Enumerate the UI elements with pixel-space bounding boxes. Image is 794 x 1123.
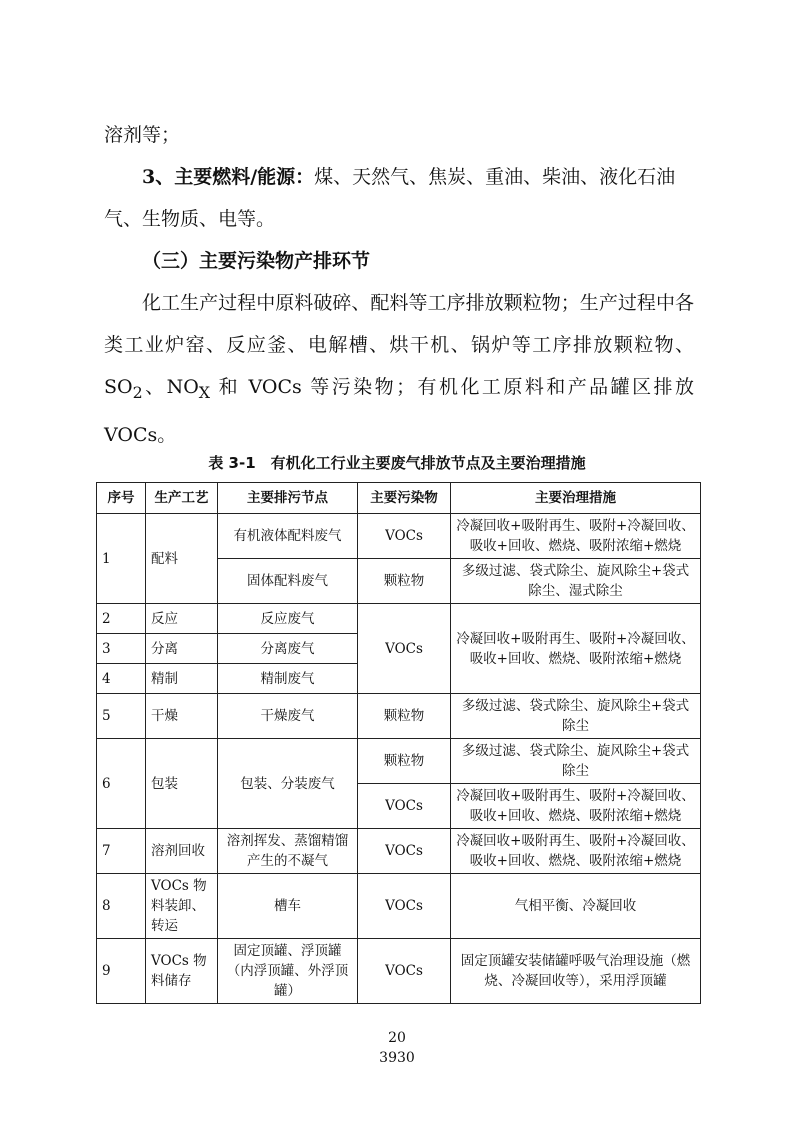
paragraph-pollutant-emissions [104,282,694,456]
row-number: 3 [97,634,146,664]
row-node: 干燥废气 [218,694,358,739]
emissions-text-b: 、NO [142,376,199,398]
row-node: 槽车 [218,874,358,939]
row-node: 有机液体配料废气 [218,514,358,559]
row-node: 固体配料废气 [218,559,358,604]
row-process: 干燥 [146,694,218,739]
table-row [97,874,701,939]
row-process: 包装 [146,739,218,829]
row-measure: 多级过滤、袋式除尘、旋风除尘+袋式除尘 [451,739,701,784]
row-node: 固定顶罐、浮顶罐（内浮顶罐、外浮顶罐） [218,939,358,1004]
row-process: 溶剂回收 [146,829,218,874]
row-node: 反应废气 [218,604,358,634]
row-node: 精制废气 [218,664,358,694]
row-measure: 气相平衡、冷凝回收 [451,874,701,939]
row-pollutant: VOCs [358,514,451,559]
row-process: 反应 [146,604,218,634]
fuel-energy-heading: 3、主要燃料/能源： [142,166,315,188]
document-number: 3930 [379,1050,415,1066]
table-row [97,514,701,559]
row-measure: 多级过滤、袋式除尘、旋风除尘+袋式除尘、湿式除尘 [451,559,701,604]
row-node: 溶剂挥发、蒸馏精馏产生的不凝气 [218,829,358,874]
row-pollutant: VOCs [358,874,451,939]
row-number: 6 [97,739,146,829]
nox-subscript: X [198,382,211,402]
row-process: 分离 [146,634,218,664]
page-number: 20 [388,1030,406,1046]
row-pollutant: VOCs [358,829,451,874]
row-pollutant: 颗粒物 [358,559,451,604]
row-number: 2 [97,604,146,634]
header-pollutant: 主要污染物 [358,483,451,514]
paragraph-solvents: 溶剂等； [104,124,181,146]
row-pollutant: 颗粒物 [358,739,451,784]
header-process: 生产工艺 [146,483,218,514]
row-measure: 冷凝回收+吸附再生、吸附+冷凝回收、吸收+回收、燃烧、吸附浓缩+燃烧 [451,514,701,559]
table-header-row [97,483,701,514]
row-number: 8 [97,874,146,939]
emissions-table [96,482,701,1004]
row-measure: 冷凝回收+吸附再生、吸附+冷凝回收、吸收+回收、燃烧、吸附浓缩+燃烧 [451,784,701,829]
emissions-text-c: 和 VOCs 等污染物；有机化工原料和产品罐区排放 VOCs。 [104,376,695,446]
row-node: 包装、分装废气 [218,739,358,829]
row-number: 1 [97,514,146,604]
row-number: 4 [97,664,146,694]
row-pollutant: 颗粒物 [358,694,451,739]
row-measure: 冷凝回收+吸附再生、吸附+冷凝回收、吸收+回收、燃烧、吸附浓缩+燃烧 [451,829,701,874]
row-pollutant: VOCs [358,784,451,829]
so2-subscript: 2 [132,382,143,402]
section-heading-pollutants: （三）主要污染物产排环节 [142,250,371,272]
row-process: 配料 [146,514,218,604]
row-pollutant: VOCs [358,604,451,694]
table-caption: 表 3-1 有机化工行业主要废气排放节点及主要治理措施 [208,454,586,472]
row-measure: 冷凝回收+吸附再生、吸附+冷凝回收、吸收+回收、燃烧、吸附浓缩+燃烧 [451,604,701,694]
row-number: 9 [97,939,146,1004]
row-measure: 固定顶罐安装储罐呼吸气治理设施（燃烧、冷凝回收等），采用浮顶罐 [451,939,701,1004]
table-row [97,694,701,739]
table-row [97,939,701,1004]
row-node: 分离废气 [218,634,358,664]
row-process: VOCs 物料装卸、转运 [146,874,218,939]
row-number: 5 [97,694,146,739]
header-number: 序号 [97,483,146,514]
table-row [97,829,701,874]
row-process: 精制 [146,664,218,694]
row-process: VOCs 物料储存 [146,939,218,1004]
row-measure: 多级过滤、袋式除尘、旋风除尘+袋式除尘 [451,694,701,739]
emissions-text-a: 化工生产过程中原料破碎、配料等工序排放颗粒物；生产过程中各类工业炉窑、反应釜、电解槽、烘干机、锅炉等工序排放颗粒物、SO [104,292,694,398]
table-row [97,604,701,634]
row-number: 7 [97,829,146,874]
header-discharge-node: 主要排污节点 [218,483,358,514]
table-row [97,739,701,784]
row-pollutant: VOCs [358,939,451,1004]
header-measures: 主要治理措施 [451,483,701,514]
fuel-energy-text: 煤、天然气、焦炭、重油、柴油、液化石油气、生物质、电等。 [104,166,676,230]
paragraph-fuel-energy [104,156,694,240]
